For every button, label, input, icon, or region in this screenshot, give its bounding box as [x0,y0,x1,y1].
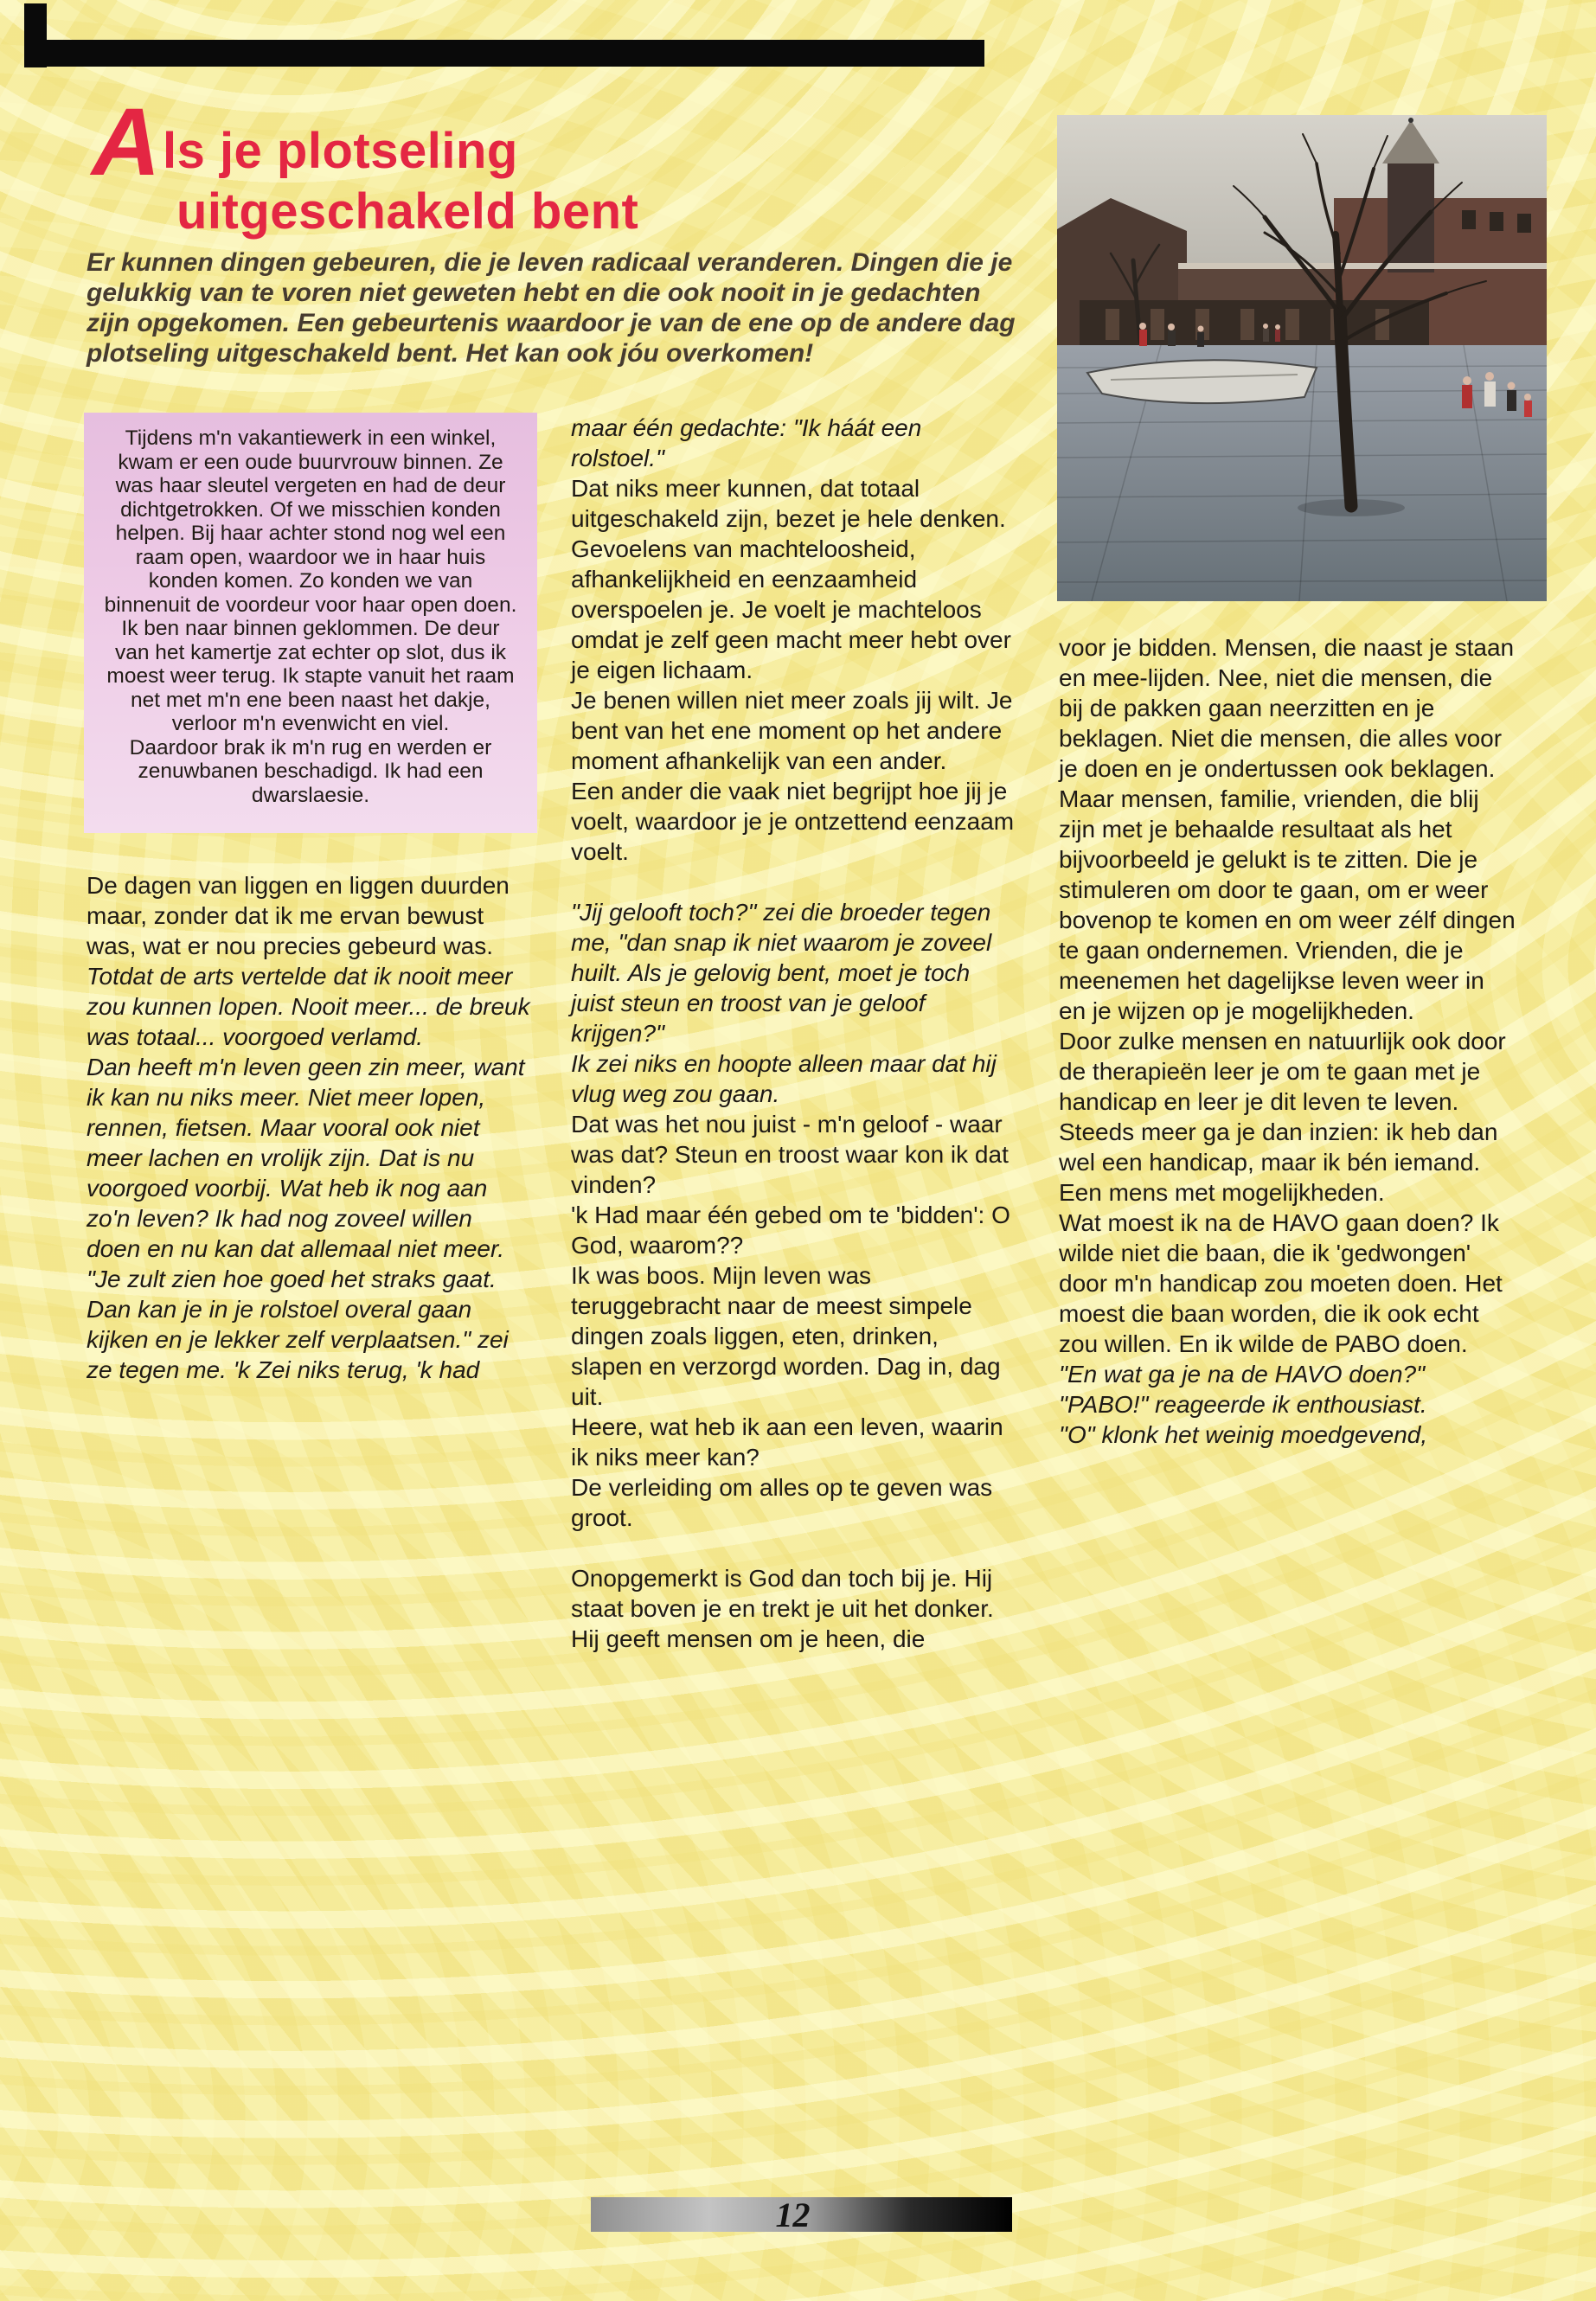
courtyard-photo [1057,115,1547,601]
column-1 [87,870,532,1385]
paragraph: Gevoelens van machteloosheid, afhankelijkheid en eenzaamheid overspoelen je. Je voelt je machteloos omdat je zelf geen macht meer hebt over je eigen lichaam. [571,535,1011,683]
column-2 [571,413,1016,1654]
paragraph: "PABO!" reageerde ik enthousiast. [1059,1391,1427,1418]
title-line1: ls je plotseling [162,123,518,179]
intro-paragraph: Er kunnen dingen gebeuren, die je leven radicaal veranderen. Dingen die je gelukkig van te voren niet geweten hebt en die ook nooit in je gedachten zijn opgekomen. Een gebeurtenis waardoor je van de ene op de andere dag plotseling uitgeschakeld bent. Het kan ook jóu overkomen! [87,248,1016,368]
paragraph: "O" klonk het weinig moedgevend, [1059,1421,1428,1448]
paragraph: Door zulke mensen en natuurlijk ook door de therapieën leer je om te gaan met je handicap en leer je dit leven te leven. [1059,1028,1506,1115]
courtyard-photo-graphic [1057,115,1547,601]
paragraph: Ik zei niks en hoopte alleen maar dat hij vlug weg zou gaan. [571,1050,997,1107]
article-title [92,89,639,242]
story-highlight-box [84,413,537,833]
paragraph: Totdat de arts vertelde dat ik nooit meer zou kunnen lopen. Nooit meer... de breuk was totaal... voorgoed verlamd. [87,963,530,1050]
paragraph: De dagen van liggen en liggen duurden maar, zonder dat ik me ervan bewust was, wat er nou precies gebeurd was. [87,872,510,959]
paragraph: Steeds meer ga je dan inzien: ik heb dan wel een handicap, maar ik bén iemand. Een mens met mogelijkheden. [1059,1118,1498,1206]
paragraph: "Jij gelooft toch?" zei die broeder tegen me, "dan snap ik niet waarom je zoveel huilt. Als je gelovig bent, moet je toch juist steun en troost van je geloof krijgen?" [571,899,992,1047]
paragraph: Tijdens m'n vakantiewerk in een winkel, kwam er een oude buurvrouw binnen. Ze was haar sleutel vergeten en had de deur dichtgetrokken. Of we misschien konden helpen. Bij haar achter stond nog wel een raam open, waardoor we in haar huis konden komen. Zo konden we van binnenuit de voordeur voor haar open doen. Ik ben naar binnen geklommen. De deur van het kamertje zat echter op slot, dus ik moest weer terug. Ik stapte vanuit het raam net met m'n ene been naast het dakje, verloor m'n evenwicht en viel. [104,426,517,735]
paragraph: Een ander die vaak niet begrijpt hoe jij je voelt, waardoor je je ontzettend eenzaam voelt. [571,778,1015,865]
paragraph: Wat moest ik na de HAVO gaan doen? Ik wilde niet die baan, die ik 'gedwongen' door m'n handicap zou moeten doen. Het moest die baan worden, die ik ook echt zou willen. En ik wilde de PABO doen. [1059,1209,1503,1357]
page-number-bar [591,2197,1012,2232]
column-3 [1059,632,1517,1450]
paragraph: maar één gedachte: "Ik háát een rolstoel." [571,414,922,471]
paragraph: 'k Had maar één gebed om te 'bidden': O God, waarom?? [571,1202,1010,1259]
title-drop-cap: A [92,89,161,195]
page-number: 12 [775,2195,811,2234]
paragraph: Hij geeft mensen om je heen, die [571,1625,926,1652]
paragraph: "En wat ga je na de HAVO doen?" [1059,1361,1426,1388]
paragraph: Onopgemerkt is God dan toch bij je. Hij staat boven je en trekt je uit het donker. [571,1565,994,1622]
paragraph: Daardoor brak ik m'n rug en werden er zenuwbanen beschadigd. Ik had een dwarslaesie. [129,735,492,807]
top-rule [35,40,984,67]
paragraph: Dat niks meer kunnen, dat totaal uitgeschakeld zijn, bezet je hele denken. [571,475,1006,532]
paragraph: Heere, wat heb ik aan een leven, waarin ik niks meer kan? [571,1413,1003,1471]
paragraph: "Je zult zien hoe goed het straks gaat. Dan kan je in je rolstoel overal gaan kijken en je lekker zelf verplaatsen." zei ze tegen me. 'k Zei niks terug, 'k had [87,1266,509,1383]
paragraph: Je benen willen niet meer zoals jij wilt. Je bent van het ene moment op het andere moment afhankelijk van een ander. [571,687,1013,774]
paragraph: Ik was boos. Mijn leven was teruggebracht naar de meest simpele dingen zoals liggen, eten, drinken, slapen en verzorgd worden. Dag in, dag uit. [571,1262,1001,1410]
paragraph: Dat was het nou juist - m'n geloof - waar was dat? Steun en troost waar kon ik dat vinden? [571,1111,1009,1198]
paragraph: Dan heeft m'n leven geen zin meer, want ik kan nu niks meer. Niet meer lopen, rennen, fietsen. Maar vooral ook niet meer lachen en vrolijk zijn. Dat is nu voorgoed voorbij. Wat heb ik nog aan zo'n leven? Ik had nog zoveel willen doen en nu kan dat allemaal niet meer. [87,1054,525,1262]
paragraph: De verleiding om alles op te geven was groot. [571,1474,993,1531]
paragraph: voor je bidden. Mensen, die naast je staan en mee-lijden. Nee, niet die mensen, die bij de pakken gaan neerzitten en je beklagen. Niet die mensen, die alles voor je doen en je ondertussen ook beklagen. Maar mensen, familie, vrienden, die blij zijn met je behaalde resultaat als het bijvoorbeeld je gelukt is te zitten. Die je stimuleren om door te gaan, om er weer bovenop te komen en om weer zélf dingen te gaan ondernemen. Vrienden, die je meenemen het dagelijkse leven weer in en je wijzen op je mogelijkheden. [1059,634,1516,1024]
title-line2: uitgeschakeld bent [176,183,639,240]
